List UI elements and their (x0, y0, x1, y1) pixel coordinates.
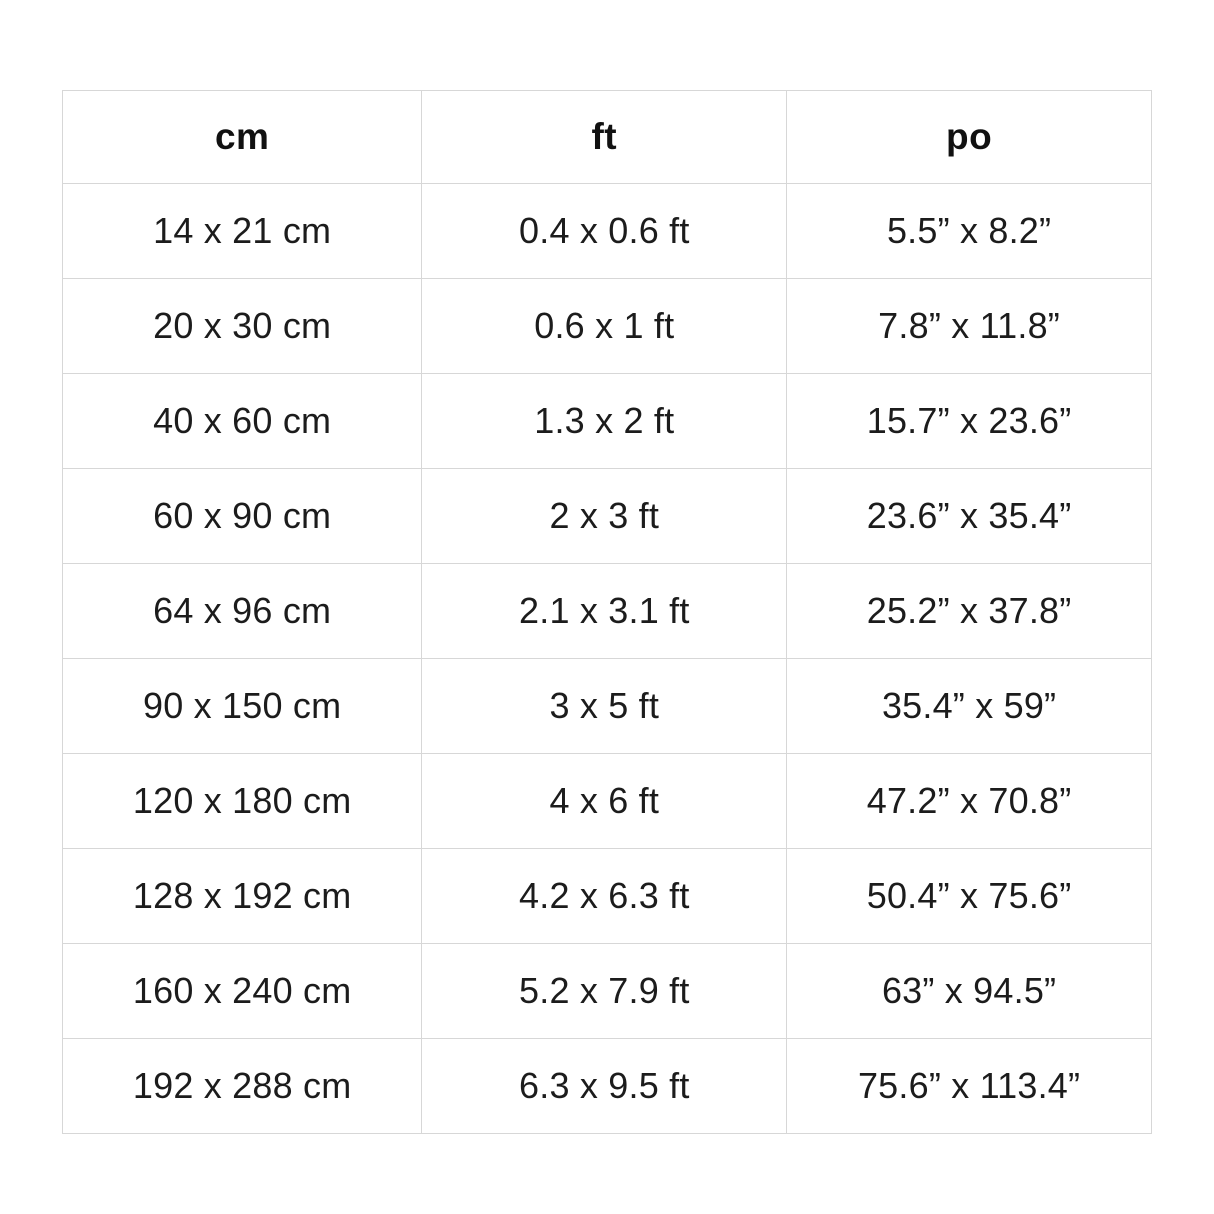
cell-po: 35.4” x 59” (787, 659, 1152, 754)
cell-po: 47.2” x 70.8” (787, 754, 1152, 849)
size-conversion-table (62, 90, 1152, 1134)
cell-ft: 0.6 x 1 ft (422, 279, 787, 374)
table-row (63, 184, 1152, 279)
table-row (63, 469, 1152, 564)
cell-po: 25.2” x 37.8” (787, 564, 1152, 659)
table-row (63, 279, 1152, 374)
cell-cm: 60 x 90 cm (63, 469, 422, 564)
cell-cm: 40 x 60 cm (63, 374, 422, 469)
cell-po: 15.7” x 23.6” (787, 374, 1152, 469)
cell-cm: 128 x 192 cm (63, 849, 422, 944)
cell-ft: 4.2 x 6.3 ft (422, 849, 787, 944)
cell-ft: 2.1 x 3.1 ft (422, 564, 787, 659)
cell-ft: 4 x 6 ft (422, 754, 787, 849)
table-row (63, 564, 1152, 659)
cell-po: 50.4” x 75.6” (787, 849, 1152, 944)
cell-ft: 2 x 3 ft (422, 469, 787, 564)
cell-cm: 192 x 288 cm (63, 1039, 422, 1134)
table-header (63, 91, 1152, 184)
column-header-cm: cm (63, 91, 422, 184)
cell-cm: 20 x 30 cm (63, 279, 422, 374)
table-row (63, 754, 1152, 849)
table-body (63, 184, 1152, 1134)
cell-cm: 64 x 96 cm (63, 564, 422, 659)
cell-po: 5.5” x 8.2” (787, 184, 1152, 279)
cell-po: 7.8” x 11.8” (787, 279, 1152, 374)
table-row (63, 659, 1152, 754)
table-row (63, 849, 1152, 944)
table-row (63, 374, 1152, 469)
cell-ft: 6.3 x 9.5 ft (422, 1039, 787, 1134)
cell-cm: 160 x 240 cm (63, 944, 422, 1039)
cell-po: 23.6” x 35.4” (787, 469, 1152, 564)
cell-ft: 1.3 x 2 ft (422, 374, 787, 469)
cell-cm: 120 x 180 cm (63, 754, 422, 849)
cell-cm: 14 x 21 cm (63, 184, 422, 279)
cell-ft: 0.4 x 0.6 ft (422, 184, 787, 279)
size-table-container (62, 90, 1152, 1123)
cell-ft: 5.2 x 7.9 ft (422, 944, 787, 1039)
table-row (63, 1039, 1152, 1134)
cell-po: 63” x 94.5” (787, 944, 1152, 1039)
table-header-row (63, 91, 1152, 184)
cell-ft: 3 x 5 ft (422, 659, 787, 754)
cell-cm: 90 x 150 cm (63, 659, 422, 754)
table-row (63, 944, 1152, 1039)
cell-po: 75.6” x 113.4” (787, 1039, 1152, 1134)
column-header-ft: ft (422, 91, 787, 184)
column-header-po: po (787, 91, 1152, 184)
